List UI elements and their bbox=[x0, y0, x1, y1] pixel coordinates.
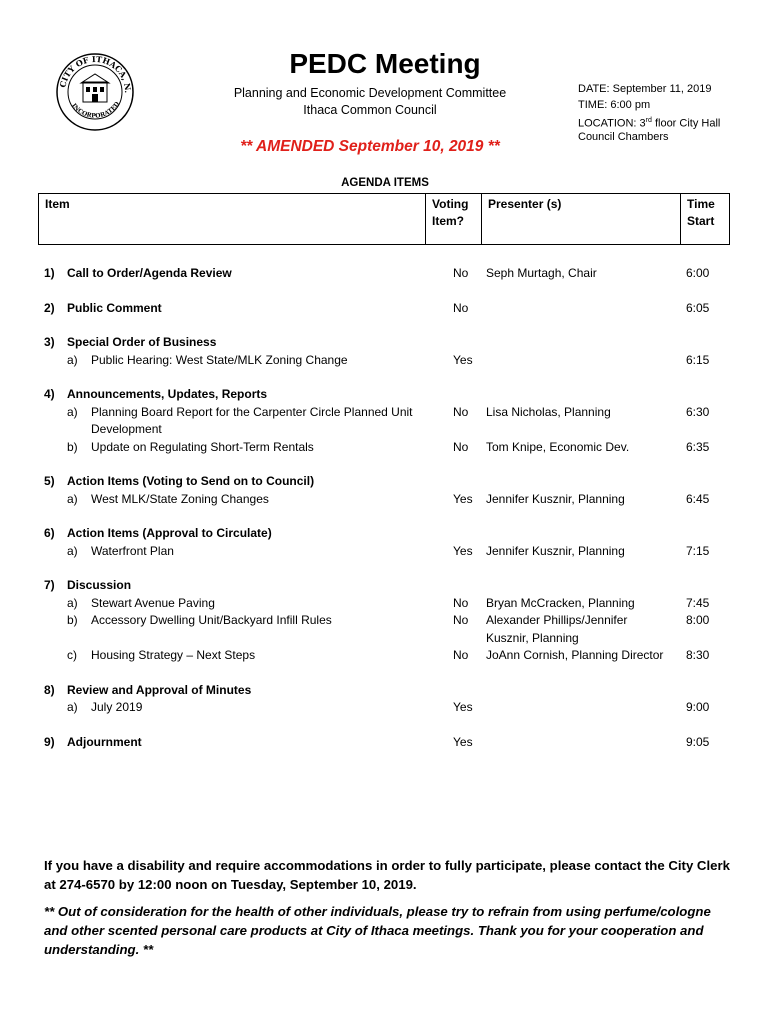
item-vote: Yes bbox=[453, 735, 473, 749]
subitem-text: July 2019 bbox=[91, 700, 143, 714]
item-time: 9:05 bbox=[686, 735, 710, 749]
col-time-header: Time Start bbox=[680, 194, 730, 244]
item-time: 6:05 bbox=[686, 301, 710, 315]
subitem-letter: a) bbox=[67, 405, 78, 419]
item-presenter: Kusznir, Planning bbox=[486, 631, 579, 645]
item-title: Special Order of Business bbox=[67, 335, 217, 349]
subitem-text: West MLK/State Zoning Changes bbox=[91, 492, 269, 506]
agenda-header-table bbox=[38, 193, 730, 245]
item-number: 1) bbox=[44, 266, 55, 280]
meeting-date: DATE: September 11, 2019 bbox=[578, 83, 712, 95]
item-vote: No bbox=[453, 301, 469, 315]
item-presenter: Jennifer Kusznir, Planning bbox=[486, 492, 625, 506]
item-vote: No bbox=[453, 405, 469, 419]
item-time: 7:45 bbox=[686, 596, 710, 610]
item-number: 7) bbox=[44, 578, 55, 592]
item-number: 6) bbox=[44, 526, 55, 540]
subitem-letter: b) bbox=[67, 613, 78, 627]
meeting-location: LOCATION: 3rd floor City Hall bbox=[578, 117, 721, 130]
subitem-text: Stewart Avenue Paving bbox=[91, 596, 215, 610]
item-presenter: JoAnn Cornish, Planning Director bbox=[486, 648, 664, 662]
council-name: Ithaca Common Council bbox=[303, 103, 437, 117]
item-vote: No bbox=[453, 596, 469, 610]
item-title: Call to Order/Agenda Review bbox=[67, 266, 232, 280]
subitem-text: Waterfront Plan bbox=[91, 544, 174, 558]
svg-text:CITY OF ITHACA, N.Y.: CITY OF ITHACA, N. bbox=[57, 53, 134, 94]
item-vote: Yes bbox=[453, 492, 473, 506]
col-voting-header: Voting Item? bbox=[425, 194, 481, 244]
item-presenter: Tom Knipe, Economic Dev. bbox=[486, 440, 630, 454]
item-title: Announcements, Updates, Reports bbox=[67, 387, 268, 401]
item-number: 4) bbox=[44, 387, 55, 401]
subitem-letter: a) bbox=[67, 700, 78, 714]
subitem-letter: c) bbox=[67, 648, 77, 662]
item-presenter: Alexander Phillips/Jennifer bbox=[486, 613, 628, 627]
meeting-location-room: Council Chambers bbox=[578, 131, 669, 143]
item-title: Action Items (Approval to Circulate) bbox=[67, 526, 272, 540]
item-number: 9) bbox=[44, 735, 55, 749]
item-time: 8:30 bbox=[686, 648, 710, 662]
col-presenter-header: Presenter (s) bbox=[481, 194, 680, 244]
item-time: 9:00 bbox=[686, 700, 710, 714]
item-title: Review and Approval of Minutes bbox=[67, 683, 252, 697]
subitem-text: Housing Strategy – Next Steps bbox=[91, 648, 256, 662]
fragrance-notice: ** Out of consideration for the health of other individuals, please try to refrain from using perfume/cologne and other scented personal care products at City of Ithaca meetings. Thank you for your cooperation and understanding. ** bbox=[44, 904, 711, 957]
meeting-time: TIME: 6:00 pm bbox=[578, 99, 651, 111]
item-number: 3) bbox=[44, 335, 55, 349]
item-vote: Yes bbox=[453, 353, 473, 367]
subitem-text: Update on Regulating Short-Term Rentals bbox=[91, 440, 314, 454]
subitem-text: Planning Board Report for the Carpenter Circle Planned Unit bbox=[91, 405, 413, 419]
agenda-heading: AGENDA ITEMS bbox=[341, 177, 429, 189]
committee-name: Planning and Economic Development Committee bbox=[233, 86, 507, 100]
item-presenter: Jennifer Kusznir, Planning bbox=[486, 544, 625, 558]
item-vote: No bbox=[453, 613, 469, 627]
accessibility-notice: If you have a disability and require accommodations in order to fully participate, please contact the City Clerk at 274-6570 by 12:00 noon on Tuesday, September 10, 2019. bbox=[44, 858, 730, 892]
amended-notice: ** AMENDED September 10, 2019 ** bbox=[240, 138, 500, 155]
subitem-letter: a) bbox=[67, 492, 78, 506]
item-presenter: Seph Murtagh, Chair bbox=[486, 266, 597, 280]
item-number: 5) bbox=[44, 474, 55, 488]
col-item-header: Item bbox=[45, 197, 70, 211]
subitem-letter: b) bbox=[67, 440, 78, 454]
item-time: 6:15 bbox=[686, 353, 710, 367]
item-time: 7:15 bbox=[686, 544, 710, 558]
item-time: 8:00 bbox=[686, 613, 710, 627]
item-title: Action Items (Voting to Send on to Council) bbox=[67, 474, 315, 488]
item-title: Adjournment bbox=[67, 735, 142, 749]
subitem-letter: a) bbox=[67, 353, 78, 367]
item-time: 6:35 bbox=[686, 440, 710, 454]
item-time: 6:30 bbox=[686, 405, 710, 419]
subitem-letter: a) bbox=[67, 596, 78, 610]
page-title: PEDC Meeting bbox=[289, 48, 481, 79]
item-vote: No bbox=[453, 440, 469, 454]
svg-text:INCORPORATED 1888: INCORPORATED bbox=[70, 100, 122, 120]
subitem-text: Accessory Dwelling Unit/Backyard Infill Rules bbox=[91, 613, 332, 627]
subitem-text: Development bbox=[91, 422, 162, 436]
item-vote: No bbox=[453, 648, 469, 662]
subitem-text: Public Hearing: West State/MLK Zoning Change bbox=[91, 353, 348, 367]
item-number: 2) bbox=[44, 301, 55, 315]
item-presenter: Bryan McCracken, Planning bbox=[486, 596, 635, 610]
item-number: 8) bbox=[44, 683, 55, 697]
item-presenter: Lisa Nicholas, Planning bbox=[486, 405, 611, 419]
item-vote: Yes bbox=[453, 544, 473, 558]
item-title: Public Comment bbox=[67, 301, 162, 315]
item-title: Discussion bbox=[67, 578, 132, 592]
item-vote: Yes bbox=[453, 700, 473, 714]
item-time: 6:45 bbox=[686, 492, 710, 506]
item-vote: No bbox=[453, 266, 469, 280]
item-time: 6:00 bbox=[686, 266, 710, 280]
subitem-letter: a) bbox=[67, 544, 78, 558]
